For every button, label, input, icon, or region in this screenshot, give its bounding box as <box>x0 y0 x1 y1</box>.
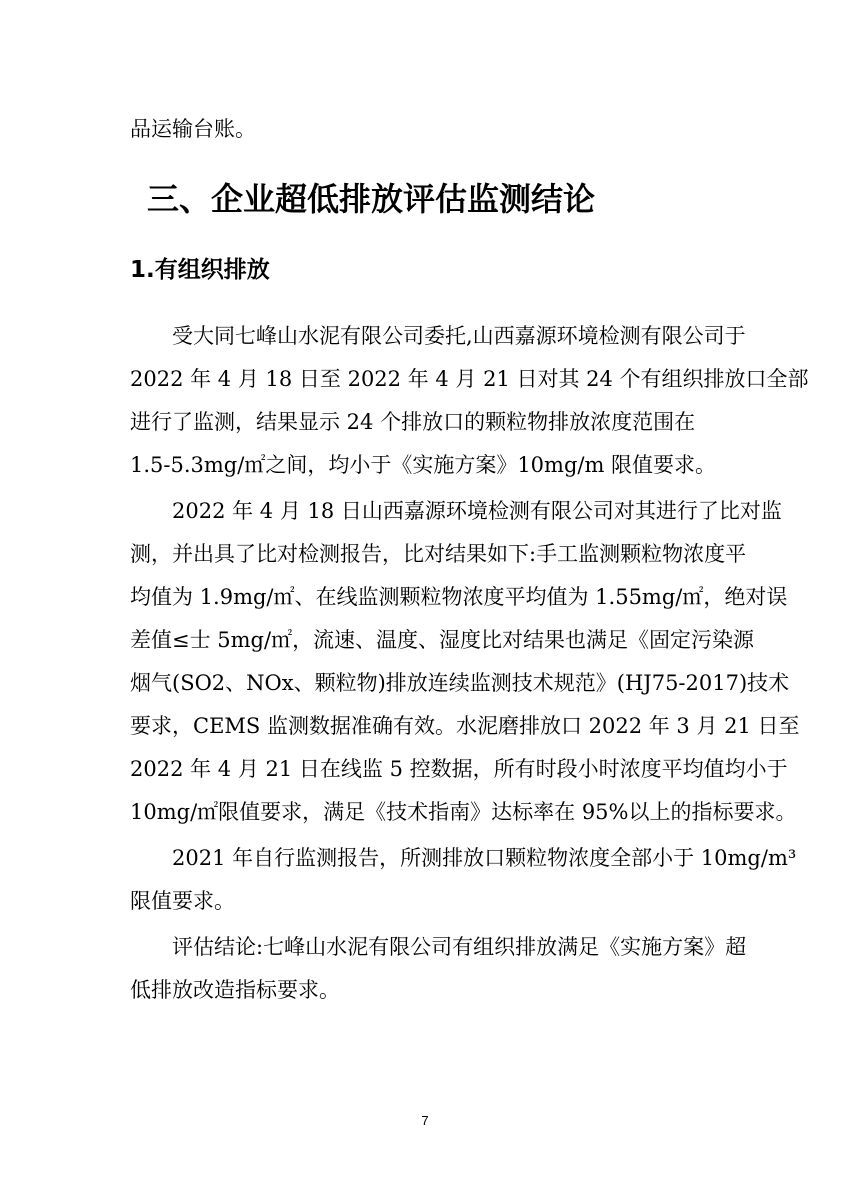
subsection-heading: 1.有组织排放 <box>130 257 270 283</box>
paragraph-line: 限值要求。 <box>130 889 235 913</box>
paragraph-line: 均值为 1.9mg/㎡、在线监测颗粒物浓度平均值为 1.55mg/㎡，绝对误 <box>130 585 788 609</box>
paragraph-line: 受大同七峰山水泥有限公司委托,山西嘉源环境检测有限公司于 <box>172 324 746 348</box>
paragraph-line: 测，并出具了比对检测报告，比对结果如下:手工监测颗粒物浓度平 <box>130 542 747 566</box>
paragraph-line: 进行了监测，结果显示 24 个排放口的颗粒物排放浓度范围在 <box>130 410 696 434</box>
paragraph-line: 评估结论:七峰山水泥有限公司有组织排放满足《实施方案》超 <box>172 935 747 959</box>
paragraph-line: 要求，CEMS 监测数据准确有效。水泥磨排放口 2022 年 3 月 21 日至 <box>130 714 800 738</box>
paragraph-line: 2022 年 4 月 18 日至 2022 年 4 月 21 日对其 24 个有组织排放口全部 <box>130 367 809 391</box>
paragraph-line: 2022 年 4 月 18 日山西嘉源环境检测有限公司对其进行了比对监 <box>172 499 782 523</box>
paragraph-line: 2022 年 4 月 21 日在线监 5 控数据，所有时段小时浓度平均值均小于 <box>130 757 788 781</box>
paragraph-line: 低排放改造指标要求。 <box>130 978 340 1002</box>
text-line-carryover: 品运输台账。 <box>130 117 256 141</box>
paragraph-line: 1.5-5.3mg/㎡之间，均小于《实施方案》10mg/m 限值要求。 <box>130 453 717 477</box>
section-heading: 三、企业超低排放评估监测结论 <box>147 180 596 218</box>
paragraph-line: 差值≤士 5mg/㎡，流速、温度、湿度比对结果也满足《固定污染源 <box>130 628 755 652</box>
paragraph-line: 10mg/㎡限值要求，满足《技术指南》达标率在 95%以上的指标要求。 <box>130 800 797 824</box>
page-number: 7 <box>421 1113 429 1128</box>
paragraph-line: 烟气(SO2、NOx、颗粒物)排放连续监测技术规范》(HJ75-2017)技术 <box>130 671 790 695</box>
paragraph-line: 2021 年自行监测报告，所测排放口颗粒物浓度全部小于 10mg/m³ <box>172 846 797 870</box>
